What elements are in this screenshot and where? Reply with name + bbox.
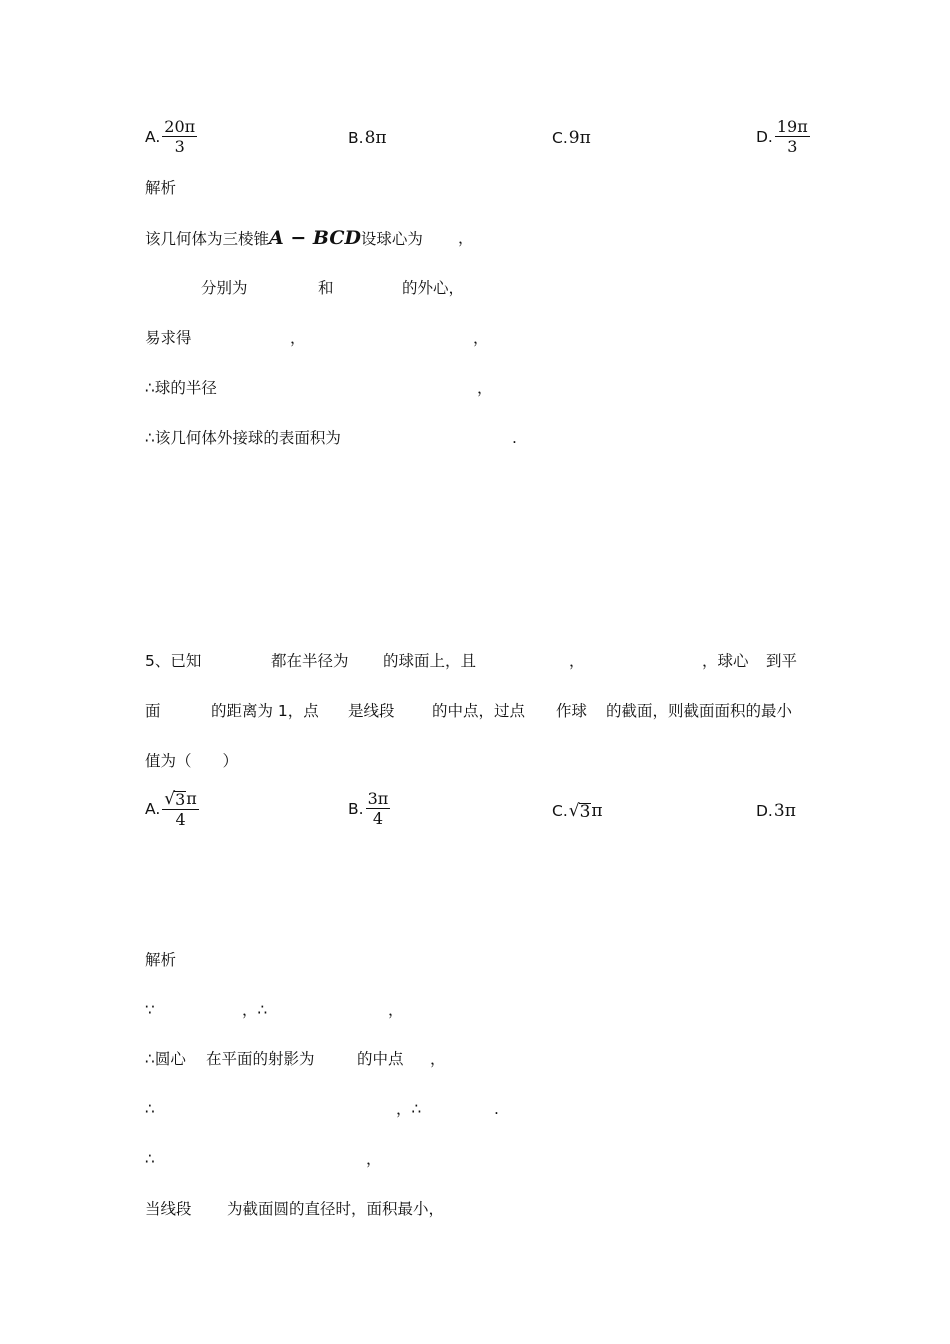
text: ， — [477, 379, 493, 397]
text: 都在半径为 — [271, 652, 349, 670]
text: ∴球的半径 — [145, 379, 217, 397]
fraction — [162, 790, 199, 828]
option-letter: C. — [552, 802, 568, 820]
denominator: 4 — [372, 809, 383, 828]
text: 的外心， — [402, 279, 465, 297]
text: ，∴ — [242, 1001, 268, 1019]
option-value: 8π — [364, 128, 387, 148]
denominator: 4 — [175, 810, 186, 829]
option-letter: D. — [756, 802, 773, 820]
radical-sign-icon: √ — [568, 801, 580, 821]
q5-option-a — [145, 790, 199, 828]
text: ， — [430, 1050, 446, 1068]
q5-option-c — [552, 801, 603, 821]
text: ，球心 — [702, 652, 749, 670]
option-letter: A. — [145, 800, 161, 818]
pi-symbol: π — [591, 801, 603, 821]
option-value: 9π — [568, 128, 591, 148]
text: 的中点 — [357, 1050, 404, 1068]
radicand: 3 — [175, 790, 186, 809]
text: ∴ — [145, 1150, 155, 1168]
text: 值为（ ） — [145, 752, 239, 770]
fraction — [775, 118, 810, 155]
text: 面 — [145, 702, 161, 720]
option-letter: C. — [552, 129, 568, 147]
option-value: 3π — [773, 801, 796, 821]
text: 当线段 — [145, 1200, 192, 1218]
text: . — [512, 429, 517, 447]
fraction — [162, 118, 197, 155]
text: ， — [388, 1001, 404, 1019]
radical-sign-icon: √ — [164, 789, 176, 809]
q4-option-c — [552, 128, 591, 148]
q5-option-d — [756, 801, 796, 821]
q5-option-b — [348, 790, 390, 827]
q4-analysis-label: 解析 — [145, 179, 177, 197]
square-root — [164, 791, 186, 808]
text: 在平面的射影为 — [206, 1050, 315, 1068]
option-letter: B. — [348, 129, 364, 147]
text: 分别为 — [201, 279, 248, 297]
text: 是线段 — [348, 702, 395, 720]
q4-option-a — [145, 118, 197, 155]
numerator: 3π — [367, 789, 389, 808]
text: . — [494, 1100, 499, 1118]
denominator: 3 — [174, 137, 185, 156]
text: ∴ — [145, 1100, 155, 1118]
square-root — [569, 803, 592, 820]
text: ∵ — [145, 1001, 155, 1019]
text: 的距离为 1，点 — [211, 702, 319, 720]
text: 的截面，则截面面积的最小 — [606, 702, 793, 720]
text: ， — [458, 229, 474, 247]
q4-option-b — [348, 128, 387, 148]
q4-option-d — [756, 118, 810, 155]
numerator — [162, 790, 199, 810]
text: 该几何体为三棱锥 — [145, 230, 270, 248]
text: 作球 — [556, 702, 588, 720]
numerator: 19π — [776, 117, 808, 136]
text: 设球心为 — [360, 230, 423, 248]
text: ∴圆心 — [145, 1050, 186, 1068]
option-value — [569, 801, 603, 821]
option-letter: B. — [348, 799, 364, 818]
q5-text: 5、已知 — [145, 652, 202, 670]
text: ， — [290, 329, 306, 347]
text: 到平 — [766, 652, 798, 670]
text: ， — [366, 1150, 382, 1168]
text: ∴该几何体外接球的表面积为 — [145, 429, 341, 447]
text: 的球面上，且 — [383, 652, 477, 670]
text: 的中点，过点 — [432, 702, 526, 720]
text: 易求得 — [145, 329, 192, 347]
q4-solution-line-1 — [145, 228, 423, 249]
pi-symbol: π — [186, 789, 197, 808]
text: ， — [473, 329, 489, 347]
radicand: 3 — [579, 802, 591, 822]
option-letter: A. — [145, 127, 161, 146]
text: ，∴ — [396, 1100, 422, 1118]
option-letter: D. — [756, 127, 773, 146]
text: ， — [569, 652, 585, 670]
text: 为截面圆的直径时，面积最小， — [227, 1200, 445, 1218]
numerator: 20π — [164, 117, 196, 136]
fraction — [366, 790, 391, 827]
denominator: 3 — [787, 137, 798, 156]
text: 和 — [318, 279, 334, 297]
math-tetrahedron: A − BCD — [269, 227, 361, 249]
q5-analysis-label: 解析 — [145, 951, 177, 969]
